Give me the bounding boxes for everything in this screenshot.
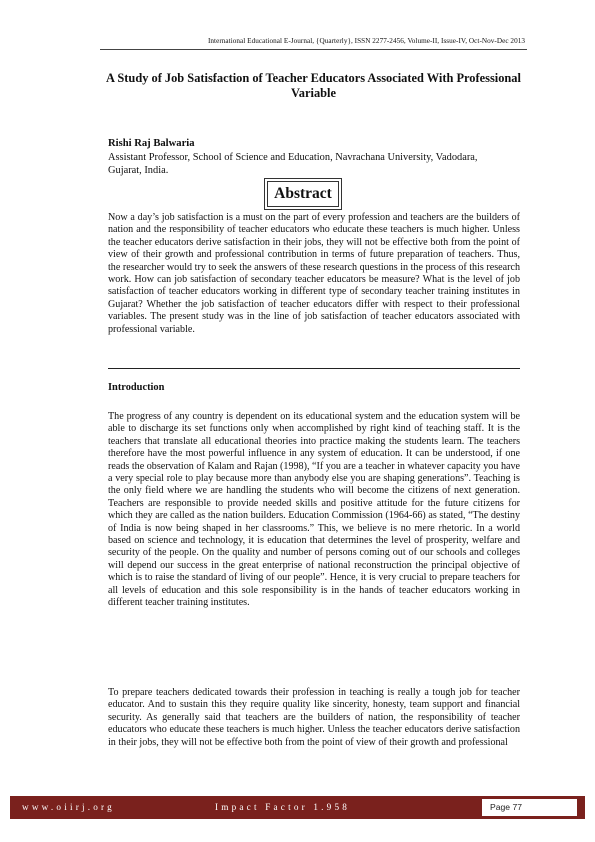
abstract-heading: Abstract xyxy=(267,181,339,207)
author-affiliation: Assistant Professor, School of Science and Education, Navrachana University, Vadodara, Gujarat, India. xyxy=(108,152,478,176)
abstract-text: Now a day’s job satisfaction is a must on the part of every profession and teachers are the builders of nation and the responsibility of teacher educators who educate these teachers is much higher. Unless the teacher educators derive satisfaction in their jobs, they will not be effective both from the point of view of their growth and professional contribution in terms of future preparation of teachers. Thus, the researcher would try to seek the answers of these research questions in the process of this research work. How can job satisfaction of secondary teacher educators be measure? What is the level of job satisfaction of teacher educators working in different type of secondary teacher training institutes in Gujarat? Whether the job satisfaction of teacher educators differ with respect to their professional variables. The present study was in the line of job satisfaction of teacher educators associated with professional variable. xyxy=(108,212,520,335)
footer-impact-factor: Impact Factor 1.958 xyxy=(215,802,351,812)
introduction-paragraph-1: The progress of any country is dependent on its educational system and the education system will be able to discharge its set functions only when accomplished by right kind of teaching staff. It is the teachers that translate all educational theories into practice making the students learn. The teachers therefore have the most powerful influence in any system of education. It can be understood, if one reads the observation of Kalam and Rajan (1998), “If you are a teacher in whatever capacity you have a very special role to play because more than anybody else you are shaping generations”. Teaching is the only field where we are handling the students who will become the citizens of next generation. Teachers are responsible to provide needed skills and positive attitude for the future citizens for which they are called as the nation builders. Education Commission (1964-66) as stated, “The destiny of India is now being shaped in her classrooms.” This, we believe is no mere rhetoric. In a world based on science and technology, it is education that determines the level of prosperity, welfare and security of the people. On the quality and number of persons coming out of our schools and colleges will depend our success in the great enterprise of national reconstruction the principal objective of which is to raise the standard of living of our people”. Hence, it is very crucial to prepare teachers for all levels of education and this sole responsibility is in the hands of teacher educators working in different teacher training institutes. xyxy=(108,411,520,609)
author-name: Rishi Raj Balwaria xyxy=(108,138,195,149)
introduction-paragraph-2: To prepare teachers dedicated towards their profession in teaching is really a tough job for teacher educator. And to sustain this they require quality like sincerity, honesty, team support and financial security. As generally said that teachers are the builders of nation, the responsibility of teacher educators who educate these teachers is much higher. Unless the teacher educators derive satisfaction in their jobs, they will not be effective both from the point of view of their growth and professional xyxy=(108,687,520,748)
introduction-heading: Introduction xyxy=(108,382,165,393)
abstract-rule xyxy=(108,368,520,369)
abstract-heading-box xyxy=(264,178,342,210)
footer-page-number: Page 77 xyxy=(482,799,577,816)
header-rule xyxy=(100,49,527,50)
paper-title: A Study of Job Satisfaction of Teacher Educators Associated With Professional Variable xyxy=(106,71,521,100)
running-head: International Educational E-Journal, {Quarterly}, ISSN 2277-2456, Volume-II, Issue-IV, Oct-Nov-Dec 2013 xyxy=(207,37,525,45)
footer-website-link[interactable]: www.oiirj.org xyxy=(22,802,115,812)
footer-bar xyxy=(10,796,585,819)
